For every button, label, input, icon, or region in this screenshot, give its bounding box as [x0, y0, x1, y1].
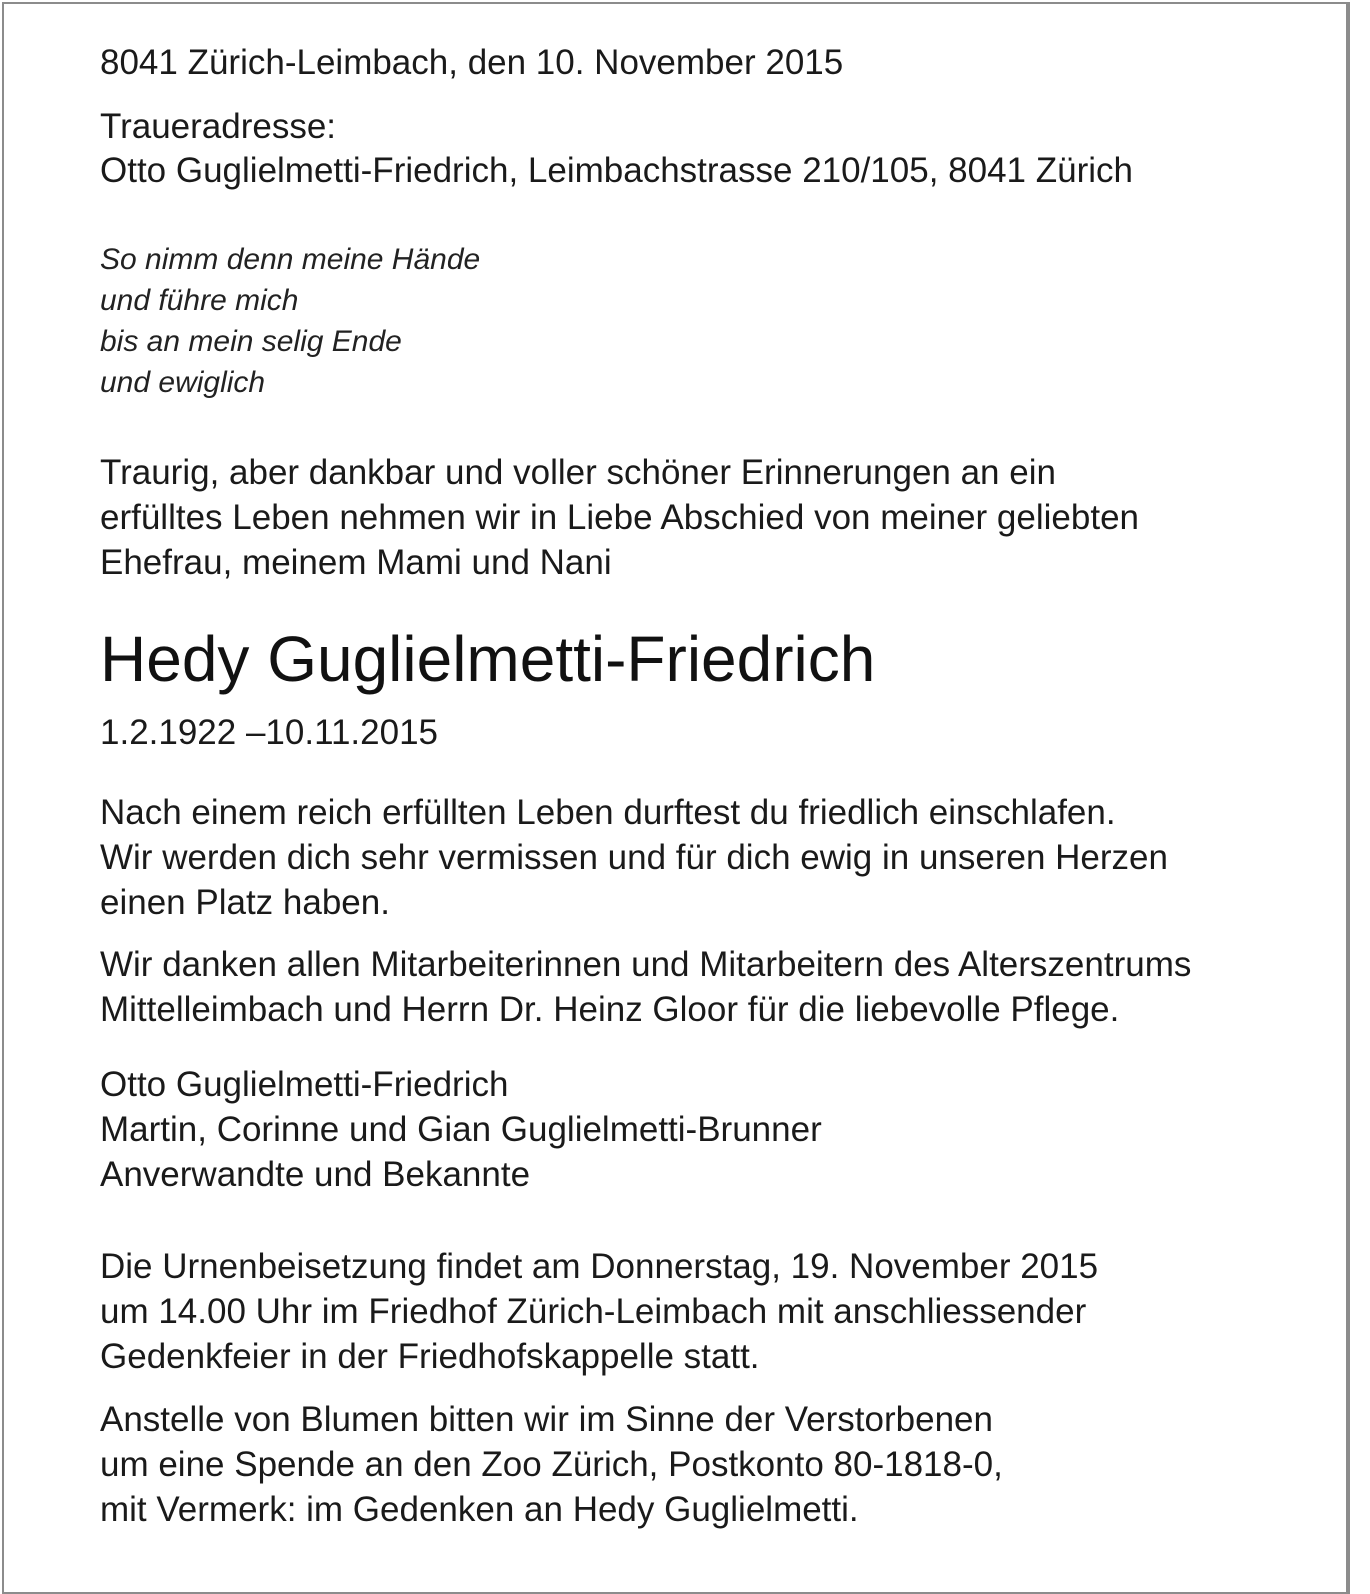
donation-line: mit Vermerk: im Gedenken an Hedy Guglielmetti. — [100, 1490, 859, 1529]
thanks-line: Mittelleimbach und Herrn Dr. Heinz Gloor für die liebevolle Pflege. — [100, 990, 1120, 1029]
message-line: Nach einem reich erfüllten Leben durftest du friedlich einschlafen. — [100, 793, 1116, 832]
place-date: 8041 Zürich-Leimbach, den 10. November 2015 — [100, 43, 844, 82]
life-dates: 1.2.1922 –10.11.2015 — [100, 713, 439, 752]
donation-line: um eine Spende an den Zoo Zürich, Postkonto 80-1818-0, — [100, 1445, 1003, 1484]
mourners-list — [100, 1062, 822, 1197]
address-label: Traueradresse: — [100, 107, 337, 146]
message-line: Wir werden dich sehr vermissen und für dich ewig in unseren Herzen — [100, 838, 1168, 877]
mourner: Martin, Corinne und Gian Guglielmetti-Brunner — [100, 1110, 822, 1149]
ceremony-line: um 14.00 Uhr im Friedhof Zürich-Leimbach mit anschliessender — [100, 1292, 1087, 1331]
donation-line: Anstelle von Blumen bitten wir im Sinne der Verstorbenen — [100, 1400, 993, 1439]
poem-line: So nimm denn meine Hände — [100, 243, 481, 276]
thanks-line: Wir danken allen Mitarbeiterinnen und Mitarbeitern des Alterszentrums — [100, 945, 1192, 984]
deceased-name: Hedy Guglielmetti-Friedrich — [100, 623, 876, 695]
intro-line: erfülltes Leben nehmen wir in Liebe Abschied von meiner geliebten — [100, 498, 1139, 537]
mourning-address: Otto Guglielmetti-Friedrich, Leimbachstrasse 210/105, 8041 Zürich — [100, 151, 1133, 190]
poem-line: bis an mein selig Ende — [100, 325, 402, 358]
donation-text — [100, 1397, 1003, 1532]
poem — [100, 239, 480, 403]
message-line: einen Platz haben. — [100, 883, 390, 922]
thanks-text — [100, 942, 1191, 1032]
poem-line: und führe mich — [100, 284, 299, 317]
intro-line: Traurig, aber dankbar und voller schöner Erinnerungen an ein — [100, 453, 1056, 492]
intro-text — [100, 450, 1139, 585]
mourner: Otto Guglielmetti-Friedrich — [100, 1065, 509, 1104]
ceremony-line: Gedenkfeier in der Friedhofskappelle statt. — [100, 1337, 760, 1376]
poem-line: und ewiglich — [100, 366, 266, 399]
ceremony-text — [100, 1244, 1098, 1379]
message-text — [100, 790, 1168, 925]
ceremony-line: Die Urnenbeisetzung findet am Donnerstag, 19. November 2015 — [100, 1247, 1099, 1286]
intro-line: Ehefrau, meinem Mami und Nani — [100, 543, 612, 582]
mourner: Anverwandte und Bekannte — [100, 1155, 531, 1194]
